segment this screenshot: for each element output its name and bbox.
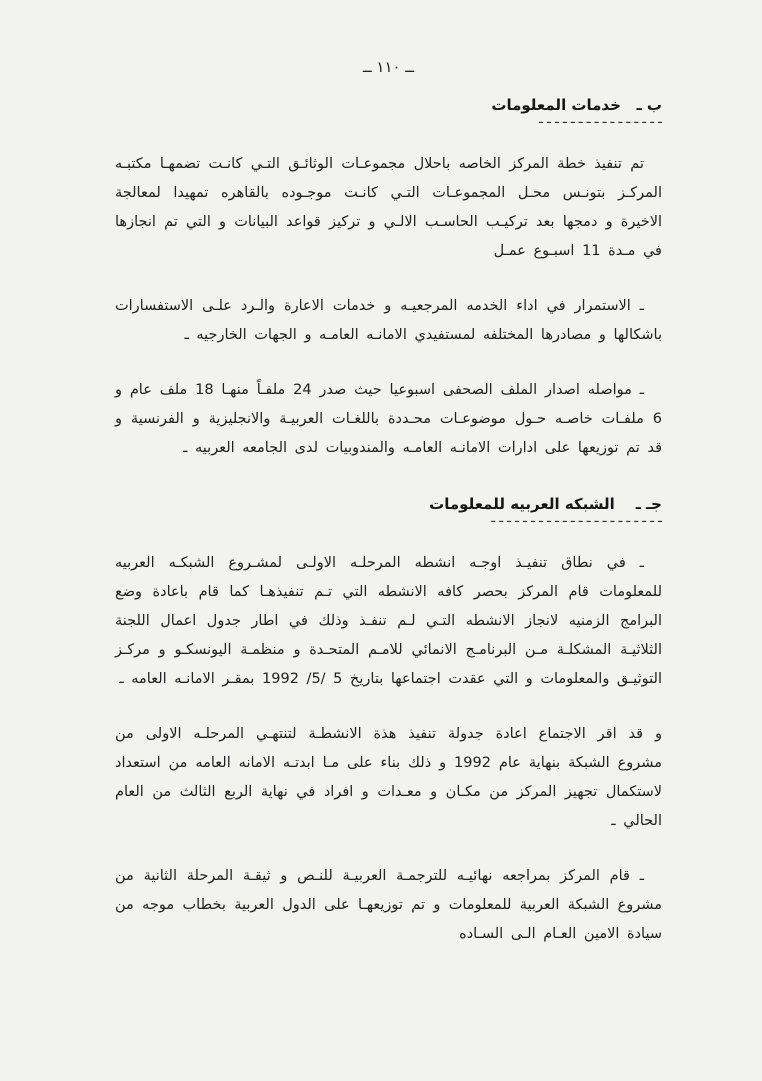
spacer — [115, 134, 662, 150]
section-b-title: ب ـ خدمات المعلومات — [491, 96, 662, 114]
section-c-underline: ـ ـ ـ ـ ـ ـ ـ ـ ـ ـ ـ ـ ـ ـ ـ ـ ـ ـ ـ ـ ـ ـ — [491, 515, 662, 523]
paragraph-c1: ـ في نطاق تنفيـذ اوجـه انشطه المرحلـه الاولـى لمشـروع الشبكـه العربيه للمعلومات قام المركز بحصر كافه الانشطه التي تـم تنفيذهـا كما قام باعادة وضع البرامج الزمنيه لانجاز الانشطه التـي لـم تنفـذ وذلك في اطار جدول اعمال اللجنة الثلاثيـة المشكلـة مـن البرنامـج الانمائي للامـم المتحـدة و منظمـة اليونسكـو و مركـز التوثيـق والمعلومات و التي عقدت اجتماعها بتاريخ 5 /5/ 1992 بمقـر الامانـه العامه ـ — [115, 555, 662, 687]
paragraph-b1: تم تنفيذ خطة المركز الخاصه باحلال مجموعـات الوثائـق التـي كانـت تضمهـا مكتبـه المركـز بتونـس محـل المجموعـات التـي كانـت موجـوده بالقاهره تمهيدا لمعالجة الاخيرة و دمجها بعد تركيـب الحاسـب الالـي و تركيز قواعد البيانات و التي تم انجازها في مـدة 11 اسبـوع عمـل — [115, 156, 662, 259]
page-number: ــ ١١٠ ــ — [362, 58, 415, 76]
section-arab-information-network — [115, 489, 662, 949]
section-c-title: جـ ـ الشبكه العربيه للمعلومات — [429, 495, 662, 513]
paragraph-c2: و قد اقر الاجتماع اعادة جدولة تنفيذ هذة الانشطـة لتنتهـي المرحلـه الاولى من مشروع الشبكة بنهاية عام 1992 و ذلك بناء على مـا ابدتـه الامانه العامه من استعداد لاستكمال تجهيز المركز من مكـان و معـدات و افراد في نهاية الربع الثالث من العام الحالي ـ — [115, 726, 662, 829]
section-information-services — [115, 90, 662, 463]
section-c-header — [429, 495, 662, 523]
section-b-header — [491, 96, 662, 124]
paragraph-b2: ـ الاستمرار في اداء الخدمه المرجعيـه و خدمات الاعارة والـرد علـى الاستفسارات باشكالها و مصادرها المختلفه لمستفيدي الامانـه العامـه و الجهات الخارجيه ـ — [115, 298, 662, 343]
paragraph-c3: ـ قام المركز بمراجعه نهائيـه للترجمـة العربيـة للنـص و ثيقـة المرحلة الثانية من مشروع الشبكة العربية للمعلومات و تم توزيعهـا على الدول العربية بخطاب موجه من سيادة الامين العـام الـى السـاده — [115, 868, 662, 942]
paragraph-b3: ـ مواصله اصدار الملف الصحفى اسبوعيا حيث صدر 24 ملفـاً منهـا 18 ملف عام و 6 ملفـات خاصـه حـول موضوعـات محـددة باللغـات العربيـة والانجليزية و الفرنسية و قد تم توزيعها على ادارات الامانـه العامـه والمندوبيات لدى الجامعه العربيه ـ — [115, 382, 662, 456]
spacer — [115, 533, 662, 549]
section-b-underline: ـ ـ ـ ـ ـ ـ ـ ـ ـ ـ ـ ـ ـ ـ ـ ـ — [539, 116, 662, 124]
